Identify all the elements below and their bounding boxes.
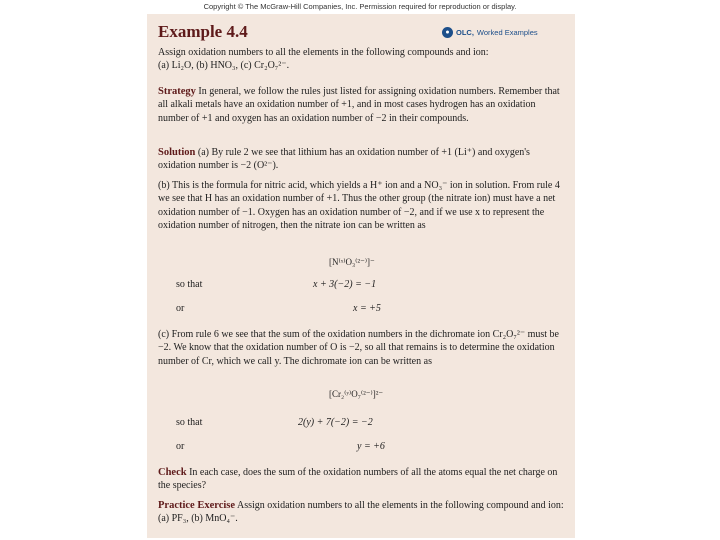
dichromate-formula: [Cr₂⁽ʸ⁾O₇⁽²⁻⁾]²⁻ [329, 389, 384, 399]
practice-text: Assign oxidation numbers to all the elements in the following compound and ion: (a) PF₃, (b) MnO₄⁻. [158, 500, 564, 525]
strategy-heading: Strategy [158, 86, 196, 97]
copyright-notice: Copyright © The McGraw-Hill Companies, Inc. Permission required for reproduction or display. [203, 2, 517, 11]
check-paragraph [158, 466, 568, 493]
equation-b1: x + 3(−2) = −1 [313, 279, 377, 290]
intro-text [158, 46, 568, 73]
equation-c2: y = +6 [357, 441, 385, 452]
so-that-label-b: so that [176, 279, 203, 290]
practice-heading: Practice Exercise [158, 500, 236, 511]
solution-c-paragraph [158, 328, 568, 368]
or-label-b: or [176, 303, 185, 314]
strategy-paragraph [158, 85, 568, 125]
olc-worked-examples-link[interactable] [442, 27, 538, 38]
solution-b-text: (b) This is the formula for nitric acid, which yields a H⁺ ion and a NO₃⁻ ion in solution. From rule 4 we see that H has an oxidation number of +1. Thus the other group (the nitrate ion) must have a net oxidation number of −1. Oxygen has an oxidation number of −2, and if we use x to represent the oxidation number of nitrogen, then the nitrate ion can be written as [158, 180, 560, 232]
or-label-c: or [176, 441, 185, 452]
intro-line-1: Assign oxidation numbers to all the elements in the following compounds and ion: [158, 47, 489, 58]
equation-c1: 2(y) + 7(−2) = −2 [298, 417, 373, 428]
solution-a-text: (a) By rule 2 we see that lithium has an oxidation number of +1 (Li⁺) and oxygen's oxidation number is −2 (O²⁻). [158, 147, 530, 172]
practice-paragraph [158, 499, 568, 526]
strategy-text: In general, we follow the rules just listed for assigning oxidation numbers. Remember that all alkali metals have an oxidation number of +1, and in most cases hydrogen has an oxidation number of +1 and oxygen has an oxidation number of −2 in their compounds. [158, 86, 560, 124]
worked-examples-label: Worked Examples [476, 28, 538, 37]
check-heading: Check [158, 467, 187, 478]
solution-c-text: (c) From rule 6 we see that the sum of the oxidation numbers in the dichromate ion Cr₂O₇²⁻ must be −2. We know that the oxidation number of O is −2, so all that remains is to determine the oxidation number of Cr, which we call y. The dichromate ion can be written as [158, 329, 559, 367]
solution-heading: Solution [158, 147, 196, 158]
olc-brand: OLC, [456, 28, 474, 37]
check-text: In each case, does the sum of the oxidation numbers of all the atoms equal the net charge on the species? [158, 467, 558, 492]
textbook-page [147, 14, 575, 538]
equation-b2: x = +5 [353, 303, 381, 314]
nitrate-formula: [N⁽ˣ⁾O₃⁽²⁻⁾]⁻ [329, 257, 375, 267]
solution-a-paragraph [158, 146, 568, 173]
intro-line-2: (a) Li₂O, (b) HNO₃, (c) Cr₂O₇²⁻. [158, 60, 290, 72]
example-title: Example 4.4 [158, 22, 248, 41]
olc-icon: ● [442, 27, 453, 38]
so-that-label-c: so that [176, 417, 203, 428]
solution-b-paragraph [158, 179, 568, 233]
